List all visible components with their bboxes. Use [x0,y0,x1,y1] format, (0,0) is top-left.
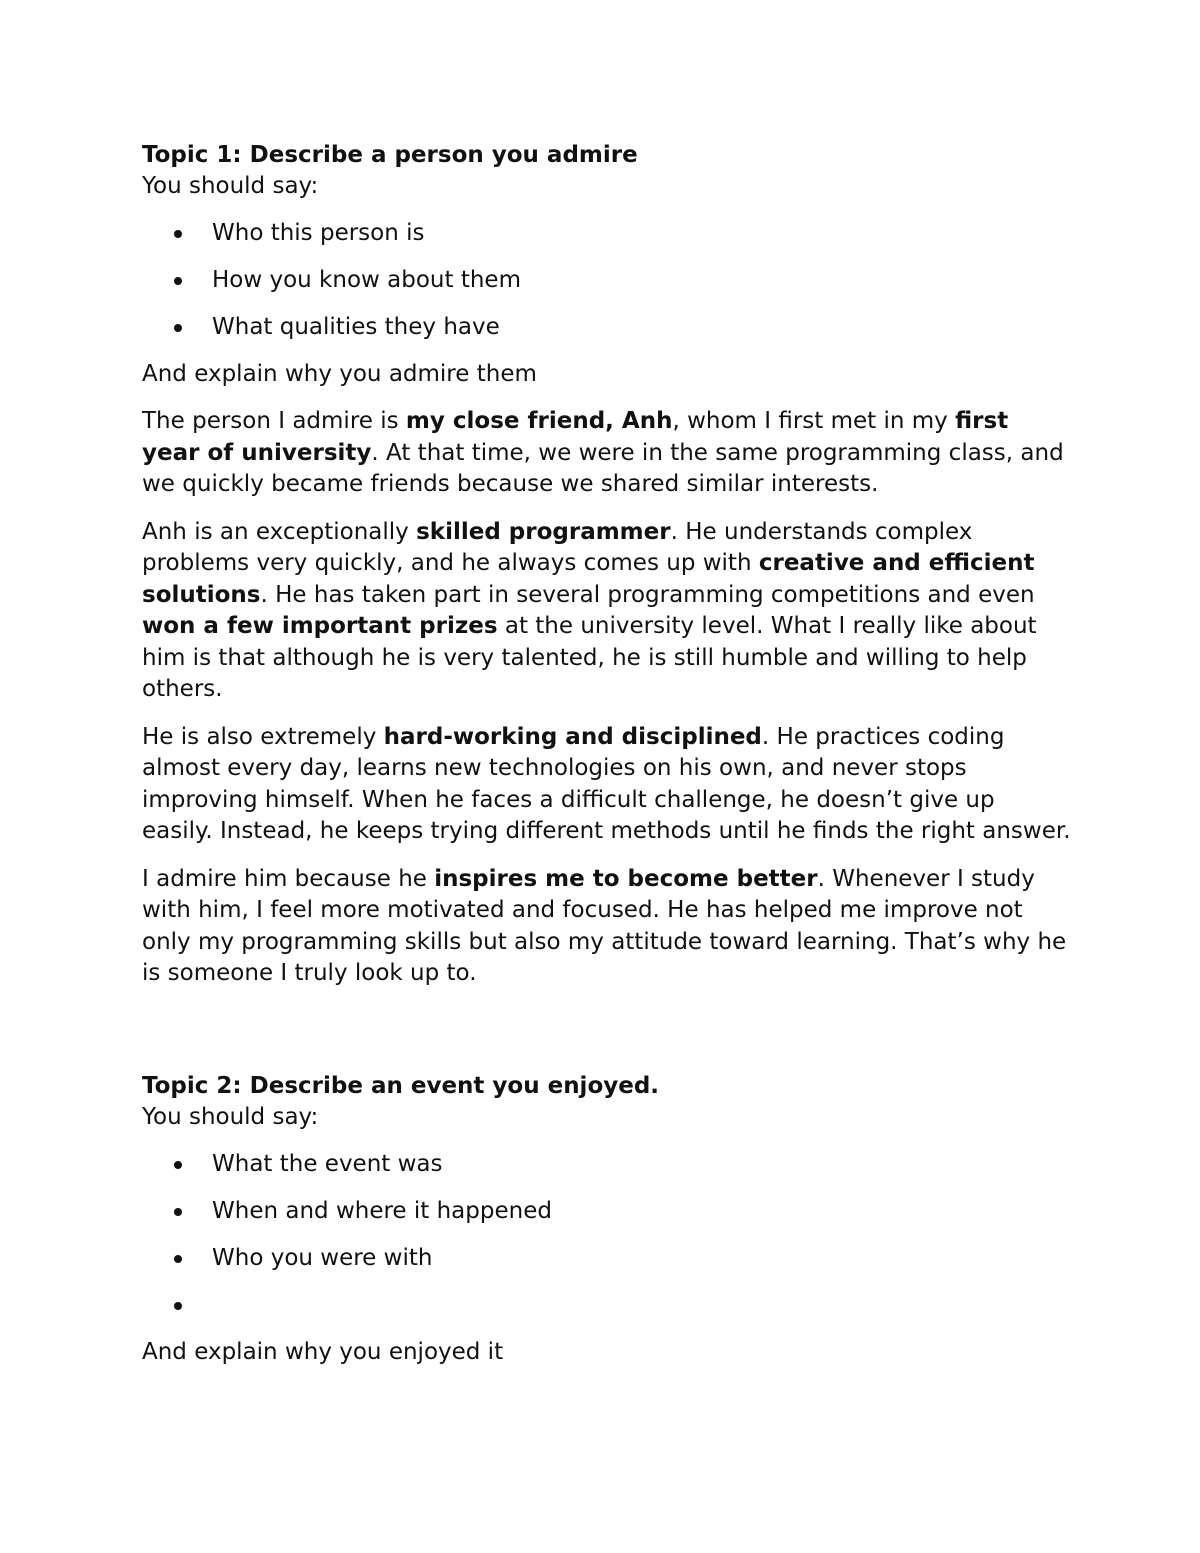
answer-paragraph-2 [142,517,1072,706]
list-item-text: When and where it happened [212,1198,552,1224]
list-item [142,1290,1072,1321]
paragraph-text: . At that time, we were in the same programming class, and we quickly became friends because we shared similar interests. [142,439,1064,497]
list-item-text: Who this person is [212,220,425,246]
emphasis-text: skilled programmer [416,518,671,545]
list-item-text: Who you were with [212,1245,433,1271]
emphasis-text: first year of university [142,408,1009,466]
answer-paragraph-3 [142,722,1072,848]
topic-2-bullet-list [142,1149,1072,1321]
topic-1-bullet-list [142,218,1072,343]
topic-2-section [142,1071,1072,1384]
paragraph-text: Anh is an exceptionally [142,518,417,545]
paragraph-text: He is also extremely [142,723,384,750]
bullet-icon [174,1302,182,1310]
emphasis-text: won a few important prizes [142,613,498,639]
paragraph-text: . He practices coding almost every day, learns new technologies on his own, and never stops improving himself. When he faces a difficult challenge, he doesn’t give up easily. Instead, he keeps trying different methods until he finds the right answer. [142,723,1071,844]
topic-1-prompt: You should say: [142,173,319,199]
emphasis-text: my close friend, Anh [405,408,673,434]
bullet-icon [174,1161,182,1169]
topic-1-closing: And explain why you admire them [142,361,537,387]
paragraph-text: I admire him because he [142,865,435,892]
emphasis-text: creative and efficient solutions [142,550,1035,608]
list-item-text: How you know about them [212,267,521,293]
list-item-text: What the event was [212,1151,443,1177]
answer-paragraph-1 [142,406,1072,501]
bullet-icon [174,1208,182,1216]
topic-2-title: Topic 2: Describe an event you enjoyed. [142,1073,660,1099]
topic-2-closing: And explain why you enjoyed it [142,1339,504,1365]
emphasis-text: hard-working and disciplined [383,723,762,750]
paragraph-text: . He understands complex problems very quickly, and he always comes up with [142,518,973,576]
topic-1-section [142,140,1072,1006]
topic-2-prompt: You should say: [142,1104,319,1130]
list-item [142,1196,1072,1227]
paragraph-text: at the university level. What I really like about him is that although he is very talented, he is still humble and willing to help others. [142,613,1037,702]
answer-paragraph-4 [142,864,1072,990]
list-item [142,218,1072,249]
list-item [142,265,1072,296]
paragraph-text: The person I admire is [142,408,406,434]
bullet-icon [174,230,182,238]
list-item-text: What qualities they have [212,314,500,340]
list-item [142,312,1072,343]
paragraph-text: . He has taken part in several programming competitions and even [260,581,1035,608]
emphasis-text: inspires me to become better [434,865,818,892]
list-item [142,1243,1072,1274]
paragraph-text: , whom I first met in my [672,408,956,434]
bullet-icon [174,324,182,332]
topic-1-title: Topic 1: Describe a person you admire [142,142,638,168]
list-item [142,1149,1072,1180]
bullet-icon [174,1255,182,1263]
paragraph-text: . Whenever I study with him, I feel more motivated and focused. He has helped me improve not only my programming skills but also my attitude toward learning. That’s why he is someone I truly look up to. [142,865,1067,986]
bullet-icon [174,277,182,285]
